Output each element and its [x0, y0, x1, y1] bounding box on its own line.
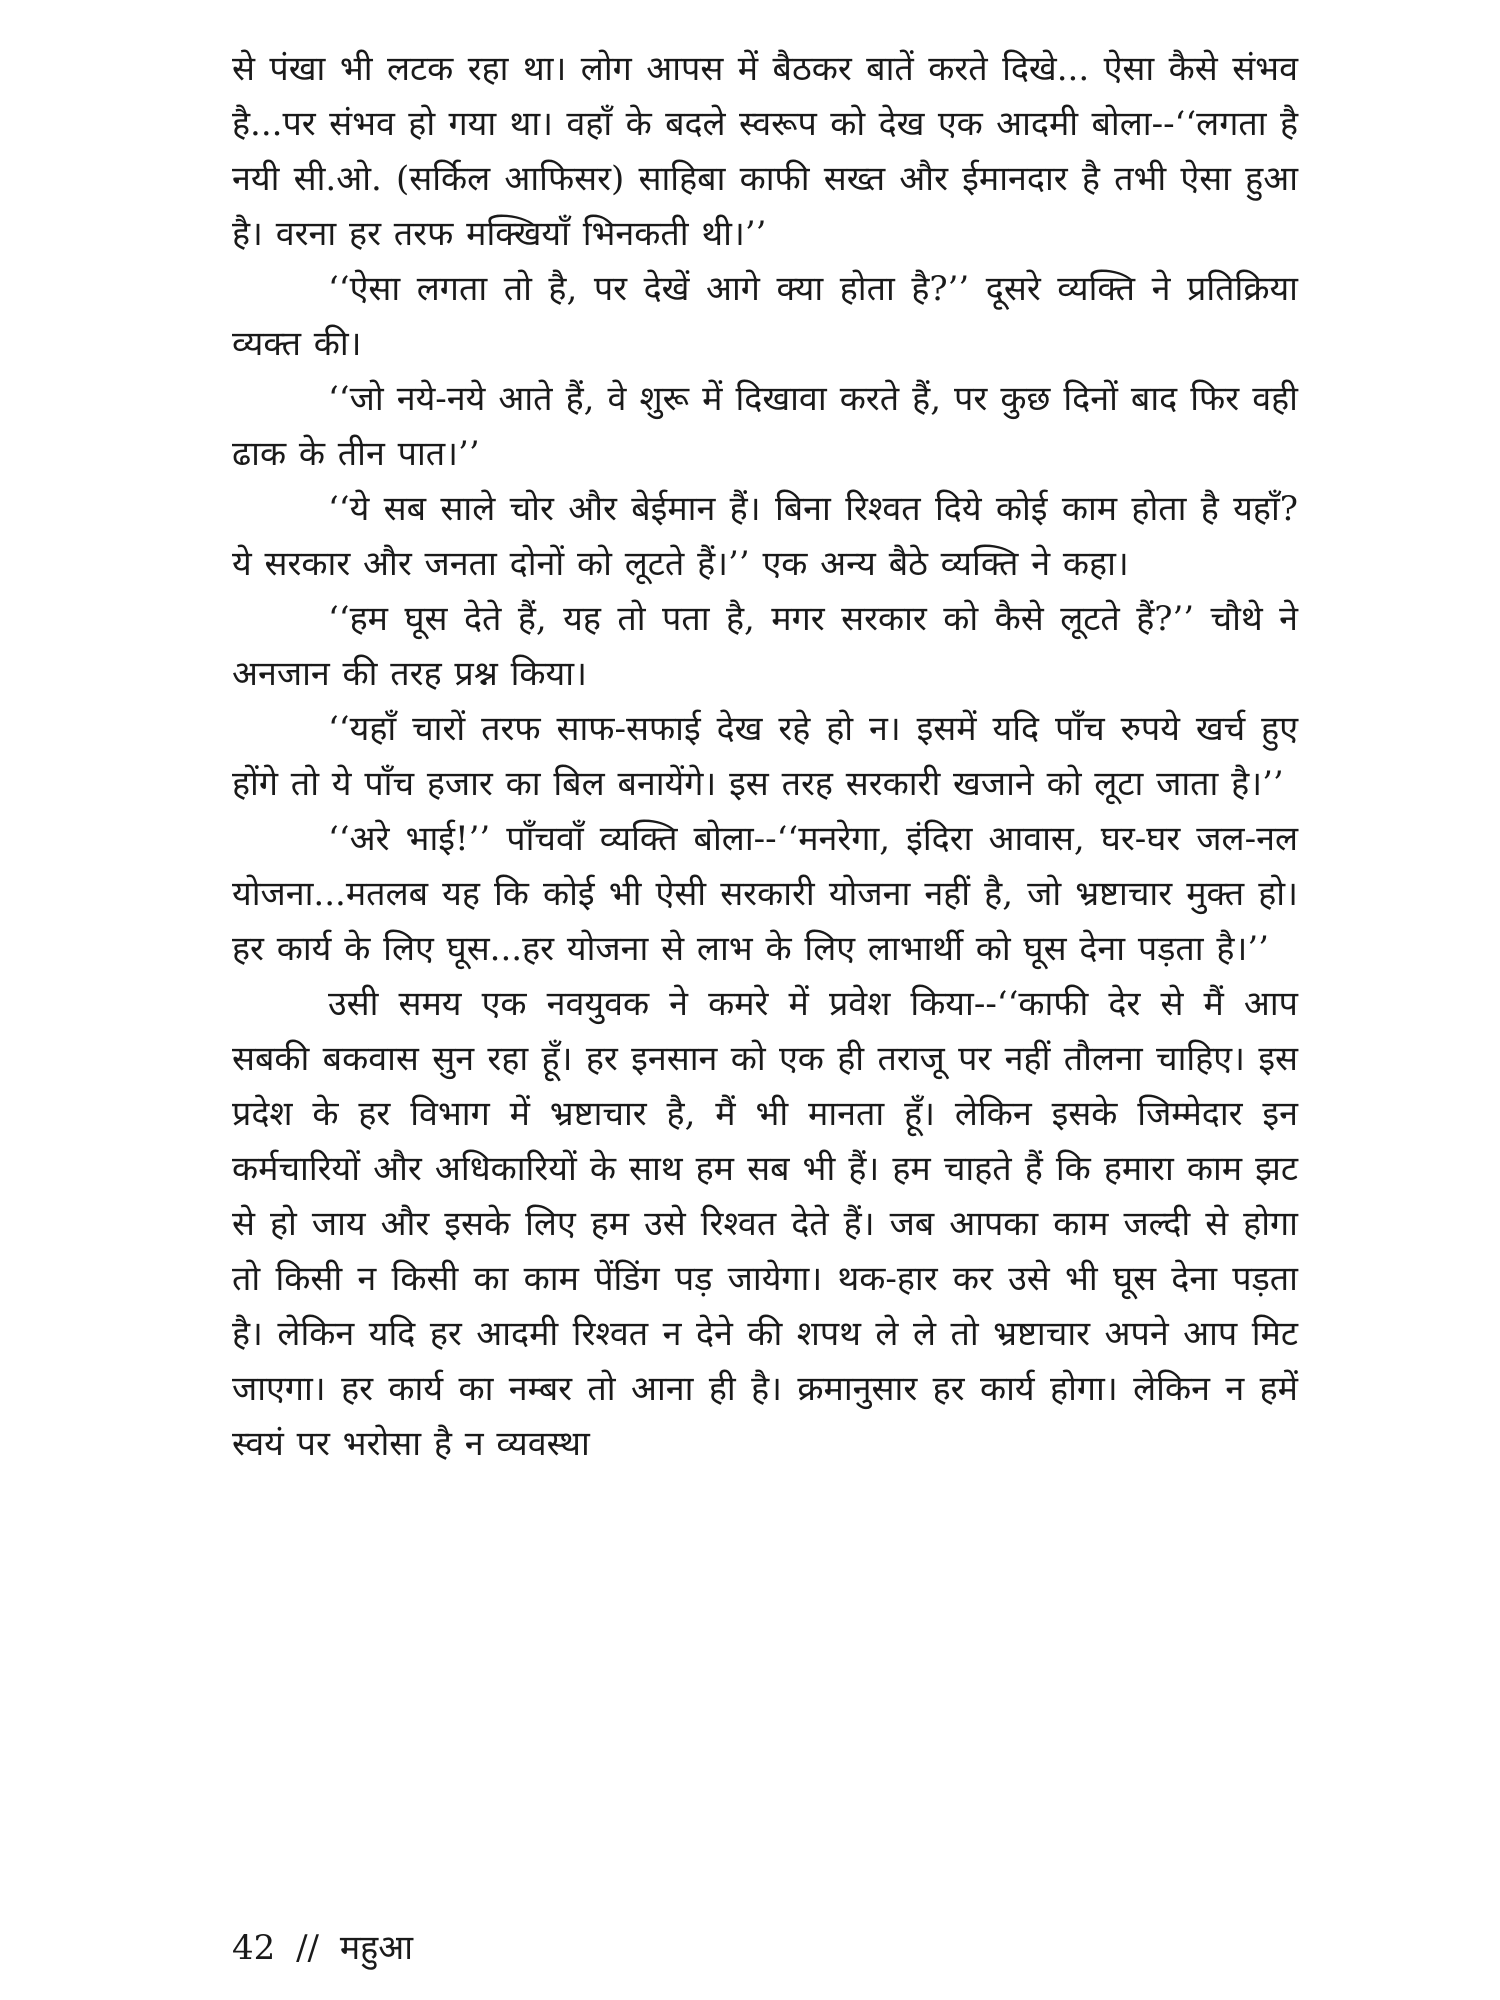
footer-separator: // [296, 1928, 319, 1968]
page-body [232, 42, 1298, 1942]
paragraph-dialogue-cleanliness: ‘‘यहाँ चारों तरफ साफ-सफाई देख रहे हो न। इसमें यदि पाँच रुपये खर्च हुए होंगे तो ये पाँच हजार का बिल बनायेंगे। इस तरह सरकारी खजाने को लूटा जाता है।’’ [232, 709, 1298, 804]
paragraph-dialogue-second-person: ‘‘ऐसा लगता तो है, पर देखें आगे क्या होता है?’’ दूसरे व्यक्ति ने प्रतिक्रिया व्यक्त की। [232, 269, 1298, 364]
paragraph-dialogue-fifth-person: ‘‘अरे भाई!’’ पाँचवाँ व्यक्ति बोला--‘‘मनरेगा, इंदिरा आवास, घर-घर जल-नल योजना...मतलब यह कि कोई भी ऐसी सरकारी योजना नहीं है, जो भ्रष्टाचार मुक्त हो। हर कार्य के लिए घूस...हर योजना से लाभ के लिए लाभार्थी को घूस देना पड़ता है।’’ [232, 819, 1298, 969]
page-footer [232, 1926, 423, 1970]
paragraph-dialogue-thieves: ‘‘ये सब साले चोर और बेईमान हैं। बिना रिश्वत दिये कोई काम होता है यहाँ? ये सरकार और जनता दोनों को लूटते हैं।’’ एक अन्य बैठे व्यक्ति ने कहा। [232, 489, 1298, 584]
paragraph-young-man-speech: उसी समय एक नवयुवक ने कमरे में प्रवेश किया--‘‘काफी देर से मैं आप सबकी बकवास सुन रहा हूँ। हर इनसान को एक ही तराजू पर नहीं तौलना चाहिए। इस प्रदेश के हर विभाग में भ्रष्टाचार है, मैं भी मानता हूँ। लेकिन इसके जिम्मेदार इन कर्मचारियों और अधिकारियों के साथ हम सब भी हैं। हम चाहते हैं कि हमारा काम झट से हो जाय और इसके लिए हम उसे रिश्वत देते हैं। जब आपका काम जल्दी से होगा तो किसी न किसी का काम पेंडिंग पड़ जायेगा। थक-हार कर उसे भी घूस देना पड़ता है। लेकिन यदि हर आदमी रिश्वत न देने की शपथ ले ले तो भ्रष्टाचार अपने आप मिट जाएगा। हर कार्य का नम्बर तो आना ही है। क्रमानुसार हर कार्य होगा। लेकिन न हमें स्वयं पर भरोसा है न व्यवस्था [232, 984, 1298, 1464]
paragraph-dialogue-fourth-person: ‘‘हम घूस देते हैं, यह तो पता है, मगर सरकार को कैसे लूटते हैं?’’ चौथे ने अनजान की तरह प्रश्न किया। [232, 599, 1298, 694]
paragraph-continuation: से पंखा भी लटक रहा था। लोग आपस में बैठकर बातें करते दिखे... ऐसा कैसे संभव है...पर संभव हो गया था। वहाँ के बदले स्वरूप को देख एक आदमी बोला--‘‘लगता है नयी सी.ओ. (सर्किल आफिसर) साहिबा काफी सख्त और ईमानदार है तभी ऐसा हुआ है। वरना हर तरफ मक्खियाँ भिनकती थी।’’ [232, 49, 1298, 254]
book-title: महुआ [339, 1928, 413, 1968]
paragraph-dialogue-newcomers: ‘‘जो नये-नये आते हैं, वे शुरू में दिखावा करते हैं, पर कुछ दिनों बाद फिर वही ढाक के तीन पात।’’ [232, 379, 1298, 474]
page-number: 42 [232, 1928, 276, 1968]
